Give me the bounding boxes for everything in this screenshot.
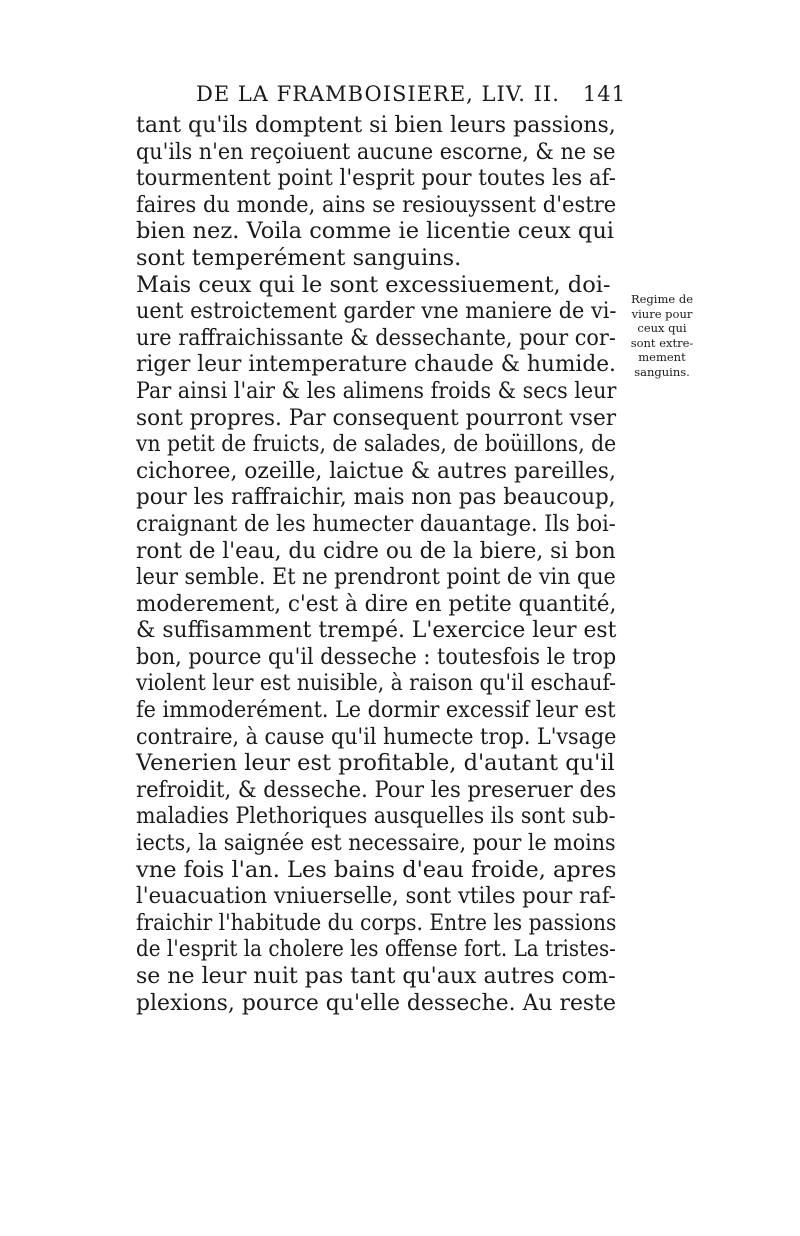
text-line: vne fois l'an. Les bains d'eau froide, apres [136, 856, 617, 883]
margin-note-line: viure pour [631, 306, 693, 321]
page-header [196, 82, 626, 106]
text-line: vn petit de fruicts, de salades, de boüillons, de [136, 431, 617, 458]
text-line: Par ainsi l'air & les alimens froids & secs leur [136, 377, 617, 404]
page-number: 141 [582, 82, 626, 106]
text-line: leur semble. Et ne prendront point de vin que [136, 564, 616, 591]
text-line: riger leur intemperature chaude & humide. [136, 351, 616, 378]
text-line: uent estroictement garder vne maniere de vi- [136, 298, 617, 325]
margin-note-line: ceux qui [637, 321, 687, 335]
text-line: bien nez. Voila comme ie licentie ceux qui [136, 218, 615, 245]
text-line: sont temperément sanguins. [136, 244, 462, 271]
text-line: cichoree, ozeille, laictue & autres pareilles, [136, 457, 616, 484]
text-line: & suffisamment trempé. L'exercice leur est [136, 617, 617, 644]
margin-note-line: sont extre- [630, 335, 694, 350]
margin-note-line: sanguins. [634, 364, 690, 379]
text-line: maladies Plethoriques ausquelles ils sont sub- [136, 803, 616, 830]
text-line: ure raffraichissante & dessechante, pour cor- [136, 324, 616, 351]
text-line: contraire, à cause qu'il humecte trop. L'vsage [136, 723, 617, 750]
text-line: pour les raffraichir, mais non pas beaucoup, [136, 484, 616, 511]
margin-note-line: Regime de [630, 292, 694, 306]
text-line: l'euacuation vniuerselle, sont vtiles pour raf- [136, 883, 616, 910]
text-line: Venerien leur est profitable, d'autant qu'il [136, 750, 615, 777]
text-line: sont propres. Par consequent pourront vser [136, 404, 617, 431]
running-title: DE LA FRAMBOISIERE, LIV. II. [196, 82, 560, 106]
text-line: iects, la saignée est necessaire, pour le moins [136, 830, 616, 857]
text-line: violent leur est nuisible, à raison qu'il eschauf- [136, 670, 617, 697]
text-line: tant qu'ils domptent si bien leurs passions, [136, 112, 616, 138]
text-line: tourmentent point l'esprit pour toutes les af- [136, 165, 616, 192]
body-text [136, 112, 616, 1016]
margin-note-line: mement [638, 350, 686, 364]
text-line: bon, pource qu'il desseche : toutesfois le trop [136, 643, 617, 670]
text-line: faires du monde, ains se resiouyssent d'estre [136, 191, 617, 218]
text-line: de l'esprit la cholere les offense fort. La tristes- [136, 936, 616, 963]
text-line: Mais ceux qui le sont excessiuement, doi- [136, 271, 611, 298]
text-line: craignant de les humecter dauantage. Ils boi- [136, 510, 616, 537]
text-line: fraichir l'habitude du corps. Entre les passions [136, 909, 617, 936]
text-line: ront de l'eau, du cidre ou de la biere, si bon [136, 537, 616, 564]
text-line: se ne leur nuit pas tant qu'aux autres com- [136, 963, 616, 989]
text-line: plexions, pource qu'elle desseche. Au reste [136, 989, 616, 1016]
text-line: qu'ils n'en reçoiuent aucune escorne, & ne se [136, 138, 616, 165]
text-line: refroidit, & desseche. Pour les preseruer des [136, 776, 617, 803]
text-line: fe immoderément. Le dormir excessif leur est [136, 697, 616, 724]
margin-note [622, 292, 702, 379]
text-line: moderement, c'est à dire en petite quantité, [136, 590, 617, 617]
